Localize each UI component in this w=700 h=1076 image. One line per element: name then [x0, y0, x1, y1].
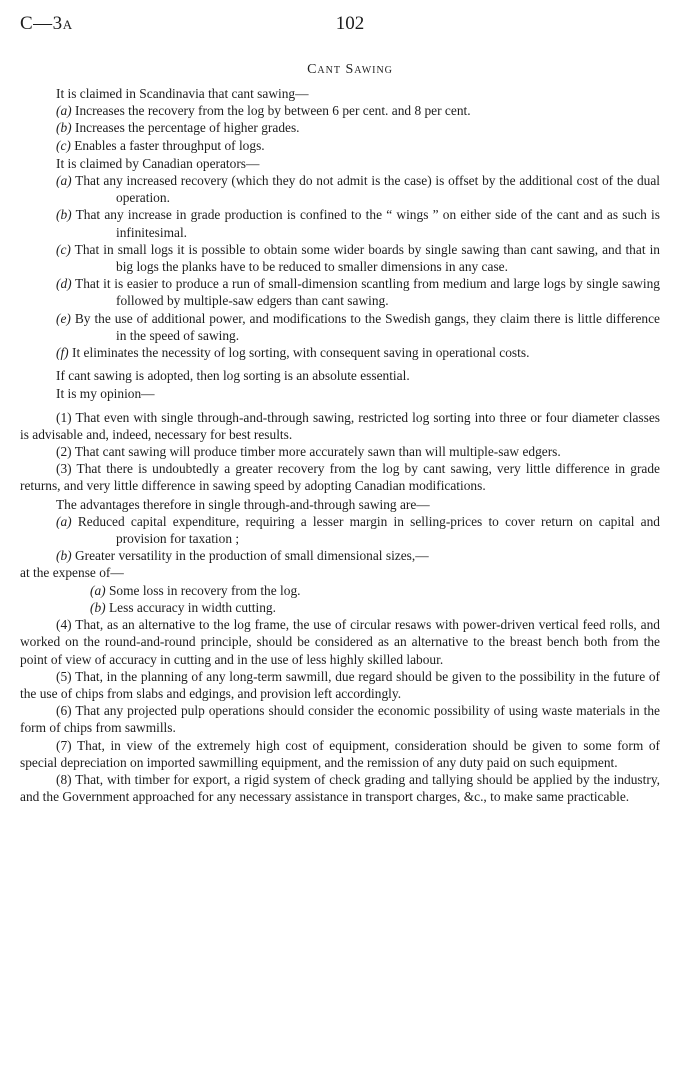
expenses-list — [20, 582, 660, 616]
list-item: (e) By the use of additional power, and modifications to the Swedish gangs, they claim there is little difference in the speed of sawing. — [56, 310, 660, 343]
opinion-list — [20, 409, 660, 495]
list-item: (a) Increases the recovery from the log by between 6 per cent. and 8 per cent. — [56, 103, 471, 119]
list-item: (a) Some loss in recovery from the log. — [90, 582, 301, 598]
list-item: (b) Increases the percentage of higher grades. — [56, 120, 300, 136]
page-number: 102 — [335, 13, 365, 34]
list-item: (a) Reduced capital expenditure, requiring a lesser margin in selling-prices to cover return on capital and provision for taxation ; — [56, 513, 660, 547]
further-opinion-list — [20, 616, 660, 805]
list-item: (f) It eliminates the necessity of log sorting, with consequent saving in operational costs. — [56, 345, 530, 361]
list-item: (d) That it is easier to produce a run of small-dimension scantling from medium and large logs by single sawing followed by multiple-saw edgers than cant sawing. — [56, 276, 660, 309]
intro-canadian: It is claimed by Canadian operators— — [56, 155, 260, 171]
list-item: (c) Enables a faster throughput of logs. — [56, 137, 265, 153]
document-body — [20, 84, 660, 805]
list-item: (a) That any increased recovery (which they do not admit is the case) is offset by the additional cost of the dual operation. — [56, 173, 661, 206]
canadian-list — [20, 172, 660, 361]
opinion-item: (8) That, with timber for export, a rigid system of check grading and tallying should be applied by the industry, and the Government approached for any necessary assistance in transport charges, &c., to make same practicable. — [20, 771, 661, 805]
list-item: (c) That in small logs it is possible to obtain some wider boards by single sawing than cant sawing, and that in big logs the planks have to be reduced to smaller dimensions in any case. — [56, 241, 660, 275]
opinion-intro: It is my opinion— — [56, 386, 155, 402]
list-item: (b) Greater versatility in the production of small dimensional sizes,— — [56, 548, 429, 564]
log-sorting-statement: If cant sawing is adopted, then log sorting is an absolute essential. — [56, 368, 410, 384]
scandinavia-list — [20, 102, 660, 154]
opinion-item: (4) That, as an alternative to the log frame, the use of circular resaws with power-driven vertical feed rolls, and worked on the round-and-round principle, should be considered as an alternative to the breast bench both from the point of view of accuracy in cutting and in the use of less highly skilled labour. — [20, 617, 660, 667]
opinion-item: (3) That there is undoubtedly a greater recovery from the log by cant sawing, very little difference in grade returns, and very little difference in sawing speed by adopting Canadian modifications. — [20, 461, 660, 494]
list-item: (b) That any increase in grade production is confined to the “ wings ” on either side of the cant and as such is infinitesimal. — [56, 207, 660, 240]
opinion-item: (7) That, in view of the extremely high cost of equipment, consideration should be given to some form of special depreciation on imported sawmilling equipment, and the remission of any duty paid on such equipment. — [20, 737, 660, 770]
advantages-intro: The advantages therefore in single through-and-through sawing are— — [56, 496, 430, 512]
list-item: (b) Less accuracy in width cutting. — [90, 599, 276, 615]
opinion-item: (2) That cant sawing will produce timber more accurately sawn than will multiple-saw edgers. — [56, 444, 561, 460]
intro-scandinavia: It is claimed in Scandinavia that cant sawing— — [56, 86, 309, 101]
section-title: Cant Sawing — [307, 62, 393, 77]
opinion-item: (1) That even with single through-and-through sawing, restricted log sorting into three or four diameter classes is advisable and, indeed, necessary for best results. — [20, 409, 661, 442]
advantages-list — [20, 513, 660, 565]
expense-intro: at the expense of— — [20, 565, 124, 581]
opinion-item: (5) That, in the planning of any long-term sawmill, due regard should be given to the possibility in the future of the use of chips from slabs and edgings, and provision left accordingly. — [20, 668, 660, 701]
document-code: C—3A — [20, 13, 73, 34]
opinion-item: (6) That any projected pulp operations should consider the economic possibility of using waste materials in the form of chips from sawmills. — [20, 703, 660, 736]
